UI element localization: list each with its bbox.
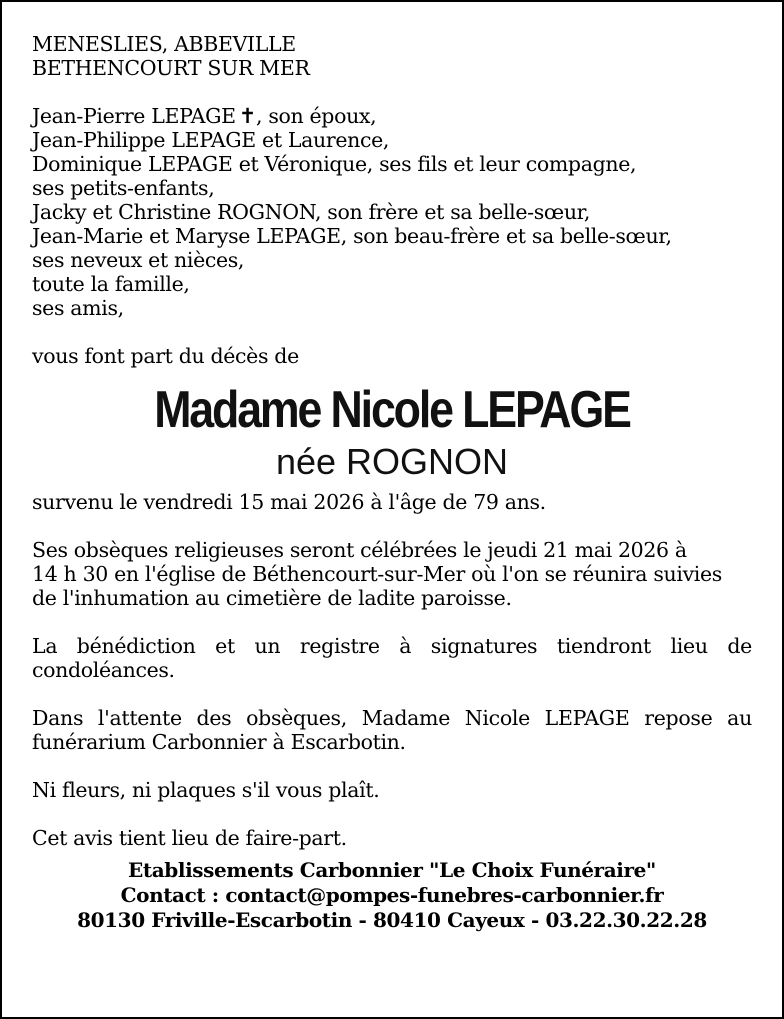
family-line: Jean-Marie et Maryse LEPAGE, son beau-frère et sa belle-sœur, xyxy=(32,224,672,248)
family-line: ses neveux et nièces, xyxy=(32,248,245,272)
family-line-spouse xyxy=(32,104,752,128)
death-date-text: survenu le vendredi 15 mai 2026 à l'âge de 79 ans. xyxy=(32,490,546,514)
flowers-text: Ni fleurs, ni plaques s'il vous plaît. xyxy=(32,778,380,802)
condolences-line: La bénédiction et un registre à signatures tiendront lieu de xyxy=(32,634,752,658)
spouse-name: Jean-Pierre LEPAGE xyxy=(32,104,236,128)
locality-line: BETHENCOURT SUR MER xyxy=(32,56,310,80)
spacer xyxy=(32,80,752,104)
repose-paragraph xyxy=(32,706,752,754)
family-line: ses amis, xyxy=(32,296,124,320)
spacer xyxy=(32,320,752,344)
family-line: Dominique LEPAGE et Véronique, ses fils et leur compagne, xyxy=(32,152,637,176)
family-line: Jean-Philippe LEPAGE et Laurence, xyxy=(32,128,390,152)
funeral-home-footer xyxy=(32,858,752,933)
condolences-paragraph xyxy=(32,634,752,682)
funeral-home-name: Etablissements Carbonnier "Le Choix Funéraire" xyxy=(128,858,656,882)
spacer xyxy=(32,514,752,538)
funeral-line: Ses obsèques religieuses seront célébrées le jeudi 21 mai 2026 à xyxy=(32,538,687,562)
funeral-home-contact: Contact : contact@pompes-funebres-carbonnier.fr xyxy=(120,883,664,907)
repose-line: funérarium Carbonnier à Escarbotin. xyxy=(32,730,406,754)
spacer xyxy=(32,610,752,634)
funeral-line: de l'inhumation au cimetière de ladite paroisse. xyxy=(32,586,512,610)
repose-line: Dans l'attente des obsèques, Madame Nicole LEPAGE repose au xyxy=(32,706,752,730)
family-line: toute la famille, xyxy=(32,272,190,296)
condolences-line: condoléances. xyxy=(32,658,175,682)
spacer xyxy=(32,754,752,778)
funeral-home-address: 80130 Friville-Escarbotin - 80410 Cayeux - 03.22.30.22.28 xyxy=(77,908,707,932)
funeral-paragraph xyxy=(32,538,752,610)
family-line: Jacky et Christine ROGNON, son frère et sa belle-sœur, xyxy=(32,200,591,224)
spouse-relation: , son époux, xyxy=(256,104,377,128)
funeral-line: 14 h 30 en l'église de Béthencourt-sur-Mer où l'on se réunira suivies xyxy=(32,562,722,586)
family-line: ses petits-enfants, xyxy=(32,176,215,200)
spacer xyxy=(32,802,752,826)
announcement-text: vous font part du décès de xyxy=(32,344,299,368)
deceased-name: Madame Nicole LEPAGE xyxy=(154,381,630,439)
cross-icon: ✝ xyxy=(238,104,257,128)
closing-text: Cet avis tient lieu de faire-part. xyxy=(32,826,347,850)
maiden-name: née ROGNON xyxy=(275,441,509,482)
localities xyxy=(32,32,752,80)
locality-line: MENESLIES, ABBEVILLE xyxy=(32,32,296,56)
spacer xyxy=(32,682,752,706)
family-list xyxy=(32,104,752,320)
